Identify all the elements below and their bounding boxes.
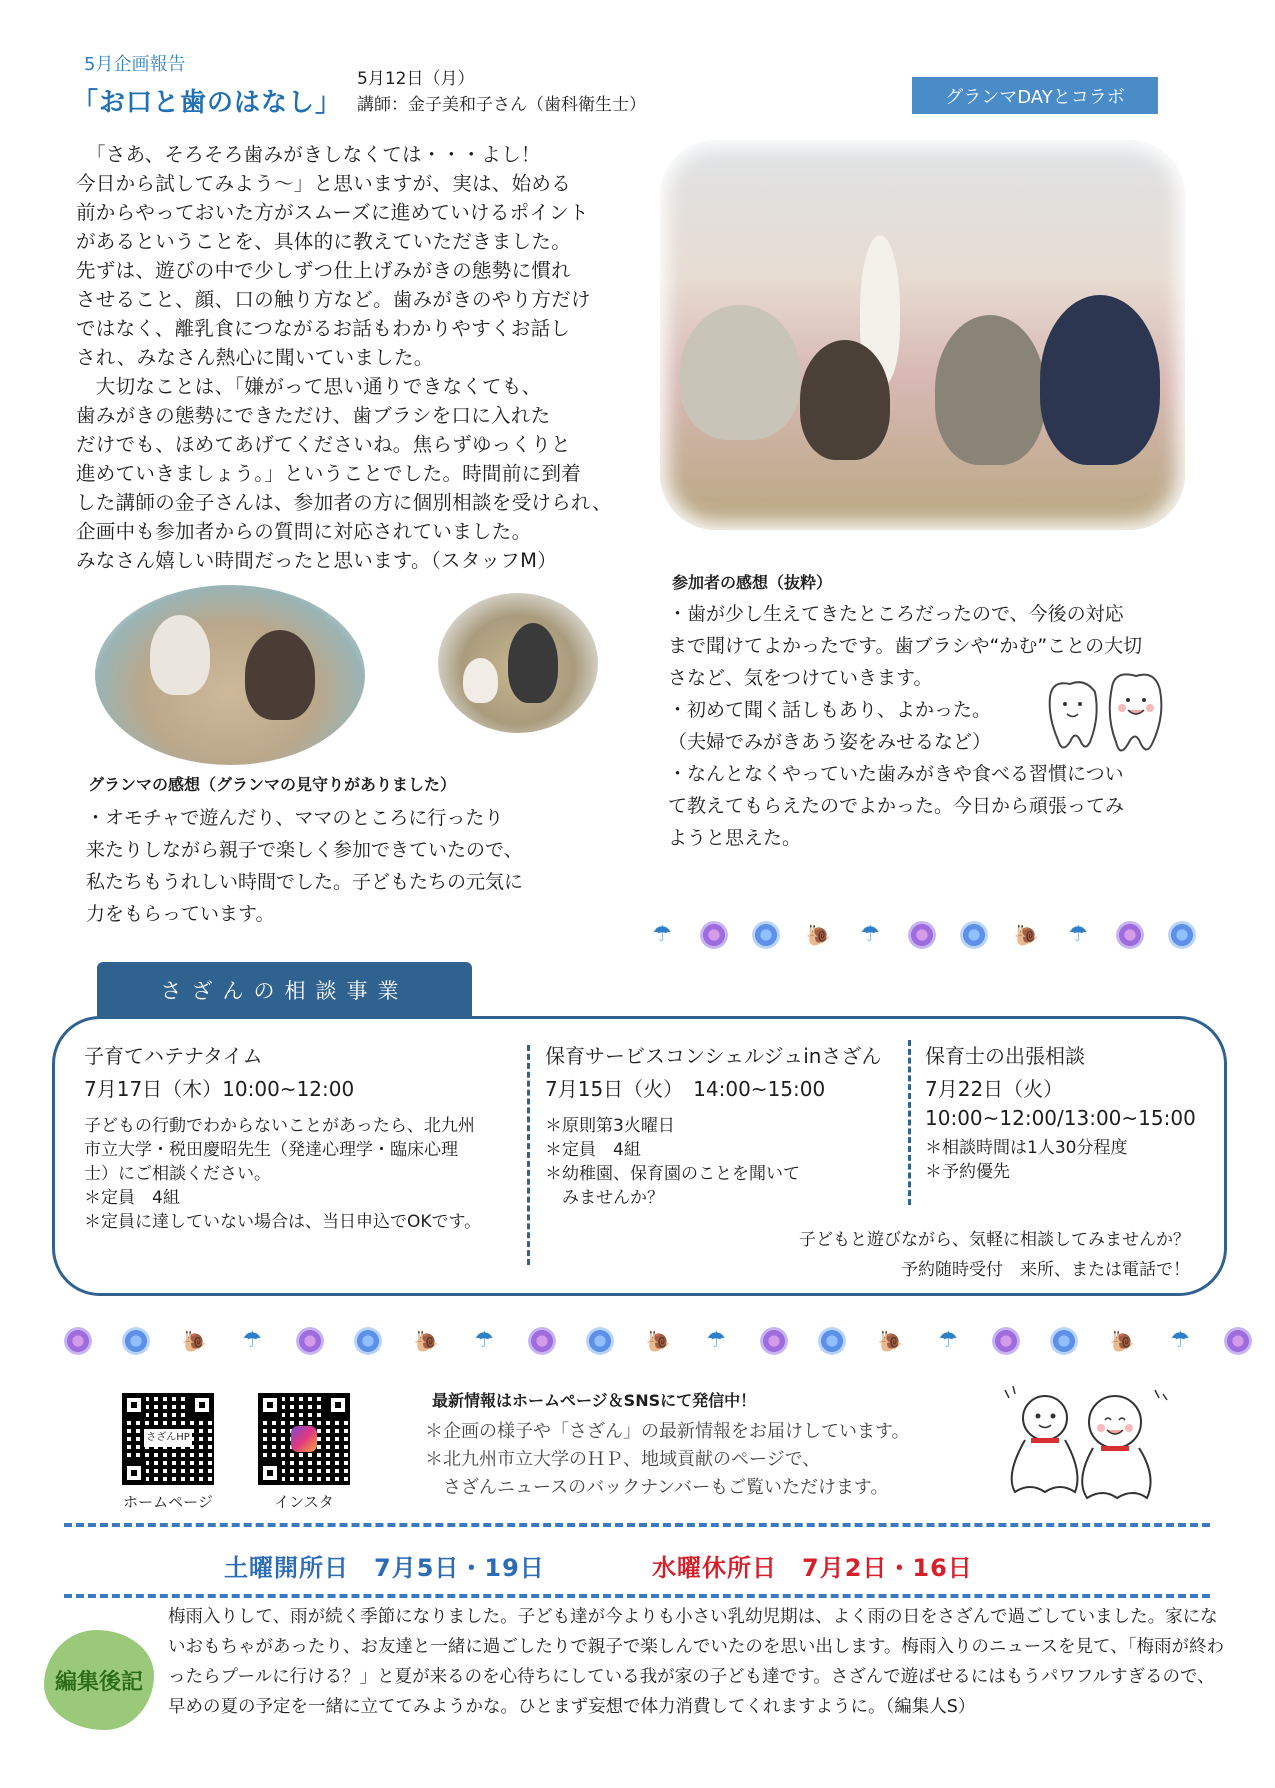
umbrella-icon: ☂ xyxy=(652,922,672,947)
umbrella-icon: ☂ xyxy=(242,1328,262,1353)
qr-finder xyxy=(122,1393,146,1417)
snail-icon: 🐌 xyxy=(181,1329,207,1353)
consultation-tab: さざんの相談事業 xyxy=(97,962,472,1017)
article-paragraph: 「さあ、そろそろ歯みがきしなくては・・・よし！ 今日から試してみよう～」と思いますが、実は、始める 前からやっておいた方がスムーズに進めていけるポイント があるということを、具体的に教えていただきました。 先ずは、遊びの中で少しずつ仕上げみがきの態勢に慣れ させること、顔、口の触り方など。歯みがきのやり方だけ ではなく、離乳食につながるお話もわかりやすくお話し され、みなさん熱心に聞いていました。 xyxy=(76,143,591,369)
umbrella-icon: ☂ xyxy=(938,1328,958,1353)
consult-note: ＊原則第3火曜日 ＊定員 4組 ＊幼稚園、保育園のことを聞いて みませんか？ xyxy=(545,1116,800,1208)
decorative-border xyxy=(64,1327,1275,1355)
photo-figure xyxy=(463,658,498,703)
snail-icon: 🐌 xyxy=(805,923,831,947)
qr-code[interactable] xyxy=(258,1393,350,1485)
snail-icon: 🐌 xyxy=(1013,923,1039,947)
divider-line xyxy=(64,1594,1210,1598)
hydrangea-icon xyxy=(1168,921,1196,949)
hydrangea-icon xyxy=(992,1327,1020,1355)
qr-label: インスタ xyxy=(274,1493,334,1511)
homepage-qr[interactable] xyxy=(122,1393,214,1512)
grandma-impressions-body: ・オモチャで遊んだり、ママのところに行ったり 来たりしながら親子で楽しく参加できていたので、 私たちもうれしい時間でした。子どもたちの元気に 力をもらっています。 xyxy=(86,807,524,925)
instagram-qr[interactable] xyxy=(258,1393,350,1512)
event-photo xyxy=(660,140,1185,530)
consult-column-2 xyxy=(545,1040,905,1210)
photo-figure xyxy=(245,630,315,720)
snail-icon: 🐌 xyxy=(877,1329,903,1353)
hydrangea-icon xyxy=(818,1327,846,1355)
teru-teru-bozu-illustration xyxy=(995,1380,1185,1505)
consult-column-1 xyxy=(84,1040,524,1234)
divider-line xyxy=(64,1523,1210,1527)
photo-figure xyxy=(508,623,558,703)
umbrella-icon: ☂ xyxy=(1068,922,1088,947)
grandma-impressions-title: グランマの感想（グランマの見守りがありました） xyxy=(88,775,457,794)
event-date: 5月12日（月） xyxy=(357,69,475,89)
wednesday-closed-days: 水曜休所日 7月2日・16日 xyxy=(652,1554,973,1582)
activity-photo xyxy=(438,593,598,733)
page-title: 「お口と歯のはなし」 xyxy=(72,88,343,118)
hydrangea-icon xyxy=(752,921,780,949)
photo-figure xyxy=(935,315,1045,465)
editor-note-badge: 編集後記 xyxy=(44,1630,154,1730)
qr-finder xyxy=(258,1393,282,1417)
qr-label: ホームページ xyxy=(123,1493,213,1511)
collab-badge: グランマDAYとコラボ xyxy=(912,77,1158,114)
umbrella-icon: ☂ xyxy=(474,1328,494,1353)
snail-icon: 🐌 xyxy=(1109,1329,1135,1353)
umbrella-icon: ☂ xyxy=(706,1328,726,1353)
participant-impressions-title: 参加者の感想（抜粋） xyxy=(672,573,833,592)
hydrangea-icon xyxy=(760,1327,788,1355)
qr-finder xyxy=(258,1461,282,1485)
impression-item: ・初めて聞く話しもあり、よかった。 （夫婦でみがきあう姿をみせるなど） xyxy=(668,699,992,753)
umbrella-icon: ☂ xyxy=(860,922,880,947)
qr-inner-label: さざんHP xyxy=(144,1429,192,1447)
hydrangea-icon xyxy=(528,1327,556,1355)
consult-footer-line: 子どもと遊びながら、気軽に相談してみませんか？ xyxy=(799,1230,1190,1250)
hydrangea-icon xyxy=(1116,921,1144,949)
consult-date: 7月15日（火） 14:00~15:00 xyxy=(545,1077,826,1101)
consult-note: ＊相談時間は1人30分程度 ＊予約優先 xyxy=(925,1138,1128,1182)
info-title: 最新情報はホームページ＆SNSにて発信中！ xyxy=(432,1391,757,1410)
hydrangea-icon xyxy=(908,921,936,949)
info-body: ＊企画の様子や「さざん」の最新情報をお届けしています。 ＊北九州市立大学のＨＰ、地域貢献のページで、 さざんニュースのバックナンバーもご覧いただけます。 xyxy=(425,1421,910,1498)
snail-icon: 🐌 xyxy=(413,1329,439,1353)
report-label: 5月企画報告 xyxy=(84,54,186,75)
umbrella-icon: ☂ xyxy=(1170,1328,1190,1353)
hydrangea-icon xyxy=(1050,1327,1078,1355)
qr-finder xyxy=(326,1393,350,1417)
consult-title: 保育士の出張相談 xyxy=(925,1044,1085,1068)
column-divider xyxy=(527,1045,530,1265)
article-body xyxy=(76,140,666,575)
consult-column-3 xyxy=(925,1040,1215,1184)
consult-footer xyxy=(760,1225,1190,1285)
column-divider xyxy=(908,1040,911,1205)
consult-date: 7月17日（木）10:00~12:00 xyxy=(84,1077,355,1101)
photo-figure xyxy=(1040,295,1160,465)
article-paragraph: 大切なことは、「嫌がって思い通りできなくても、 歯みがきの態勢にできただけ、歯ブラシを口に入れた だけでも、ほめてあげてくださいね。焦らずゆっくりと 進めていきましょう。」ということでした。時間前に到着 した講師の金子さんは、参加者の方に個別相談を受けられ、 企画中も参加者からの質問に対応されていました。 みなさん嬉しい時間だったと思います。（スタッフM） xyxy=(76,375,612,572)
photo-figure xyxy=(800,340,890,460)
impression-item: ・歯が少し生えてきたところだったので、今後の対応 まで聞けてよかったです。歯ブラシや“かむ”ことの大切 さなど、気をつけていきます。 xyxy=(668,603,1143,689)
hydrangea-icon xyxy=(296,1327,324,1355)
photo-figure xyxy=(680,305,800,440)
hydrangea-icon xyxy=(1224,1327,1252,1355)
hydrangea-icon xyxy=(586,1327,614,1355)
hydrangea-icon xyxy=(354,1327,382,1355)
tooth-characters-illustration xyxy=(1040,672,1190,762)
consult-time: 10:00~12:00/13:00~15:00 xyxy=(925,1106,1196,1130)
impression-item: ・なんとなくやっていた歯みがきや食べる習慣につい て教えてもらえたのでよかった。今日から頑張ってみ ようと思えた。 xyxy=(668,763,1125,849)
editor-note-text: 梅雨入りして、雨が続く季節になりました。子ども達が今よりも小さい乳幼児期は、よく雨の日をさざんで過ごしていました。家にないおもちゃがあったり、お友達と一緒に過ごしたりで親子で楽しんでいたのを思い出します。梅雨入りのニュースを見て、「梅雨が終わったらプールに行ける？」と夏が来るのを心待ちにしている我が家の子ども達です。さざんで遊ばせるにはもうパワフルすぎるので、早めの夏の予定を一緒に立ててみようかな。ひとまず妄想で体力消費してくれますように。（編集人S） xyxy=(168,1607,1224,1717)
hydrangea-icon xyxy=(700,921,728,949)
activity-photo xyxy=(95,585,365,765)
qr-code[interactable] xyxy=(122,1393,214,1485)
consult-title: 保育サービスコンシェルジュinさざん xyxy=(545,1044,882,1068)
snail-icon: 🐌 xyxy=(645,1329,671,1353)
consult-footer-line: 予約随時受付 来所、または電話で！ xyxy=(901,1260,1190,1280)
consult-date: 7月22日（火） xyxy=(925,1077,1064,1101)
lecturer: 講師：金子美和子さん（歯科衛生士） xyxy=(357,95,646,115)
qr-finder xyxy=(122,1461,146,1485)
saturday-open-days: 土曜開所日 7月5日・19日 xyxy=(224,1554,545,1582)
qr-finder xyxy=(190,1393,214,1417)
hydrangea-icon xyxy=(960,921,988,949)
consult-title: 子育てハテナタイム xyxy=(84,1044,263,1068)
instagram-icon xyxy=(291,1426,317,1452)
consult-note: 子どもの行動でわからないことがあったら、北九州 市立大学・税田慶昭先生（発達心理学・臨床心理 士）にご相談ください。 ＊定員 4組 ＊定員に達していない場合は、当日申込でOKです。 xyxy=(84,1116,482,1232)
hydrangea-icon xyxy=(122,1327,150,1355)
decorative-border xyxy=(648,921,1196,949)
photo-figure xyxy=(150,615,210,695)
hydrangea-icon xyxy=(64,1327,92,1355)
